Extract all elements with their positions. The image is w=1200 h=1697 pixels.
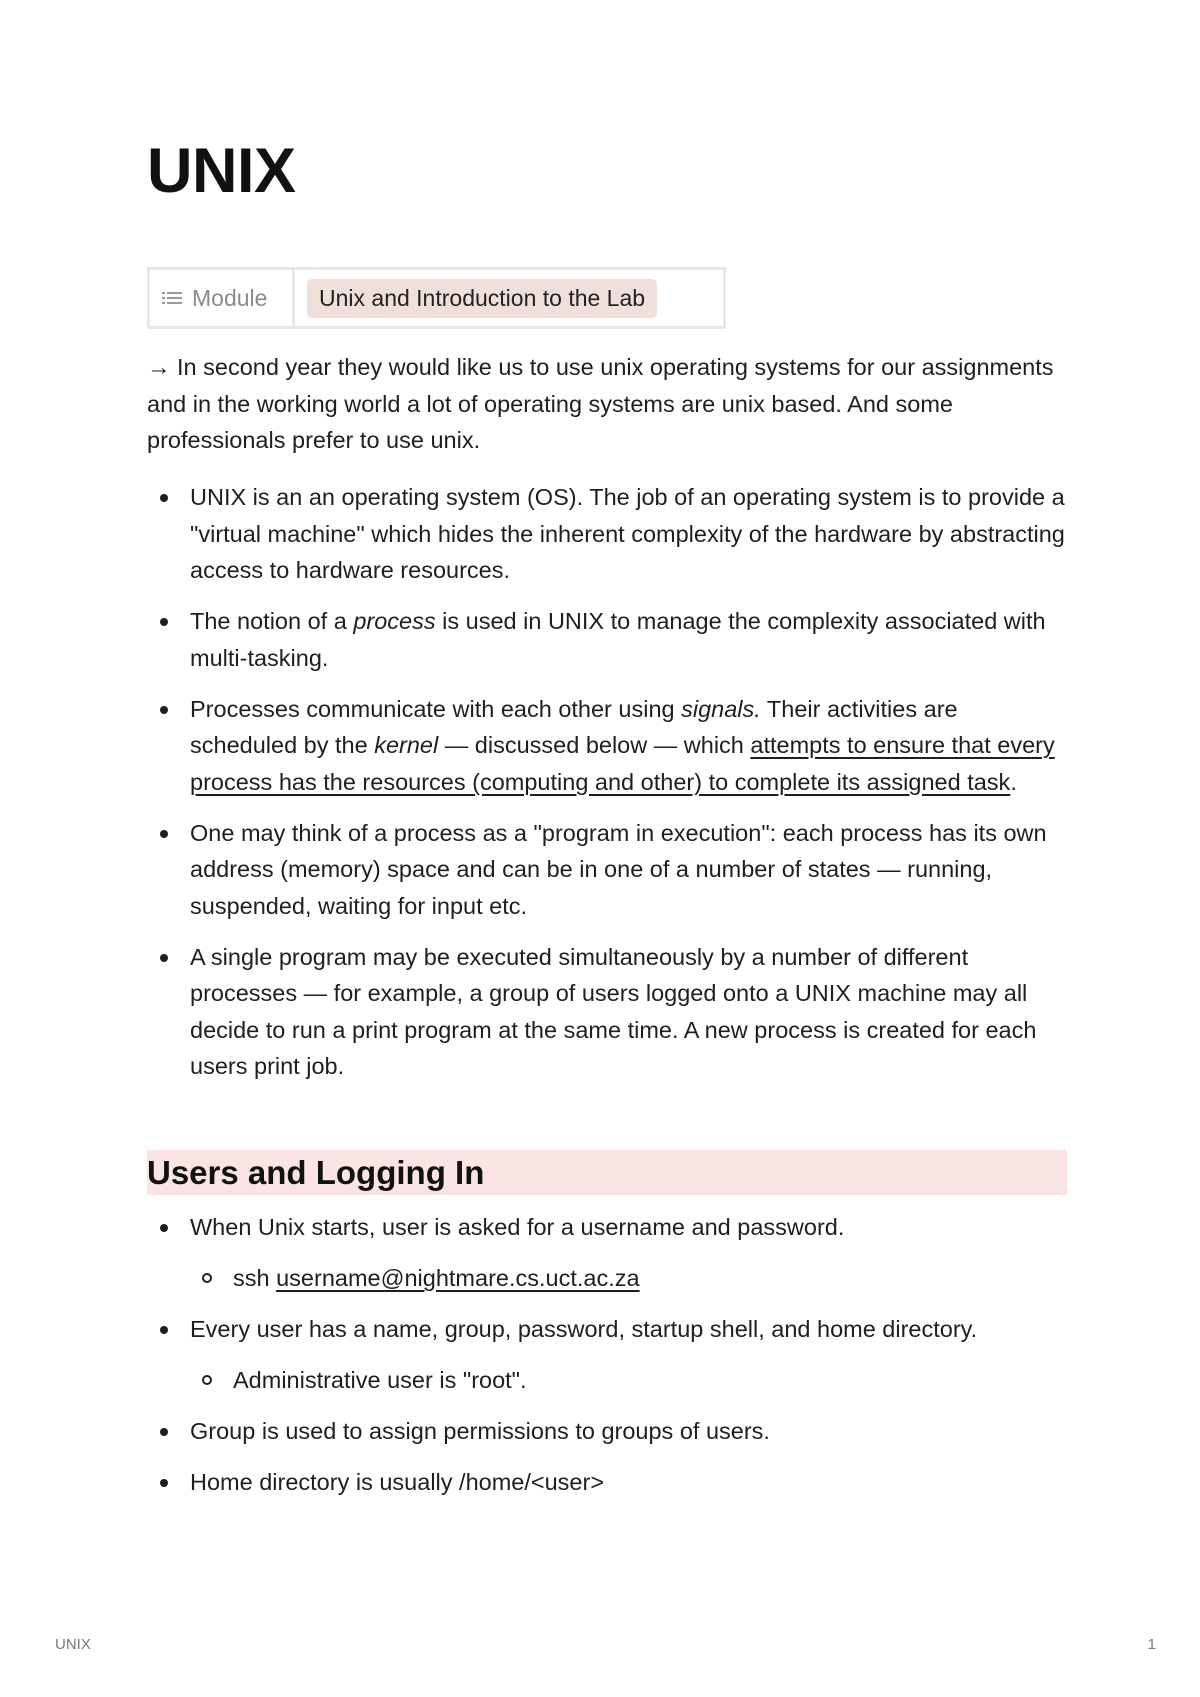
list-item-text: When Unix starts, user is asked for a username and password. [190,1214,845,1240]
list-item-text: Every user has a name, group, password, startup shell, and home directory. [190,1316,978,1342]
sub-list [190,1260,1067,1297]
sub-list [190,1362,1067,1399]
underlined-text: attempts to ensure that every process has the resources (computing and other) to complete its assigned task [190,732,1055,795]
module-tag[interactable]: Unix and Introduction to the Lab [307,279,657,318]
intro-text: In second year they would like us to use unix operating systems for our assignments and in the working world a lot of operating systems are unix based. And some professionals prefer to use unix. [147,354,1054,453]
list-item [147,1311,1067,1399]
list-item-text: A single program may be executed simultaneously by a number of different processes — for example, a group of users logged onto a UNIX machine may all decide to run a print program at the same time. A new process is created for each users print job. [190,943,1037,1079]
list-item [147,815,1067,925]
property-value-cell [295,270,723,326]
list-item-text: ssh [233,1265,277,1291]
footer-title: UNIX [55,1636,91,1653]
emphasis-text: process [353,608,436,634]
property-name-label: Module [192,284,268,311]
list-item-text: Their activities are scheduled by the [190,695,958,758]
ssh-link[interactable]: username@nightmare.cs.uct.ac.za [276,1265,640,1291]
list-item-text: Administrative user is "root". [233,1367,527,1393]
sub-list-item [190,1260,1067,1297]
list-item [147,479,1067,589]
list-item [147,1413,1067,1450]
list-item-text: Home directory is usually /home/<user> [190,1469,605,1495]
list-item-text: Processes communicate with each other using [190,695,682,722]
list-item [147,603,1067,676]
bullet-list-intro [147,479,1067,1099]
list-item-text: Group is used to assign permissions to groups of users. [190,1418,770,1444]
list-icon [162,285,182,312]
list-item-text: One may think of a process as a "program in execution": each process has its own address (memory) space and can be in one of a number of states — running, suspended, waiting for input etc. [190,819,1047,919]
property-table [147,267,726,329]
section-heading: Users and Logging In [147,1150,1067,1195]
arrow-icon: → [147,354,171,380]
list-item-text: — discussed below — which [438,732,751,758]
page-title: UNIX [147,136,296,206]
emphasis-text: signals. [681,695,761,722]
bullet-list-users [147,1209,1067,1515]
list-item-text: . [1010,768,1017,795]
list-item-text: UNIX is an an operating system (OS). The job of an operating system is to provide a "virtual machine" which hides the inherent complexity of the hardware by abstracting access to hardware resources. [190,484,1065,583]
list-item [147,1464,1067,1501]
property-name-cell [150,270,295,326]
list-item-text: The notion of a [190,608,354,634]
list-item [147,1209,1067,1297]
list-item [147,939,1067,1085]
list-item-text: is used in UNIX to manage the complexity associated with multi-tasking. [190,608,1046,671]
list-item [147,691,1067,801]
emphasis-text: kernel [374,732,439,758]
intro-paragraph [147,349,1067,459]
sub-list-item [190,1362,1067,1399]
page-number: 1 [1147,1636,1156,1653]
